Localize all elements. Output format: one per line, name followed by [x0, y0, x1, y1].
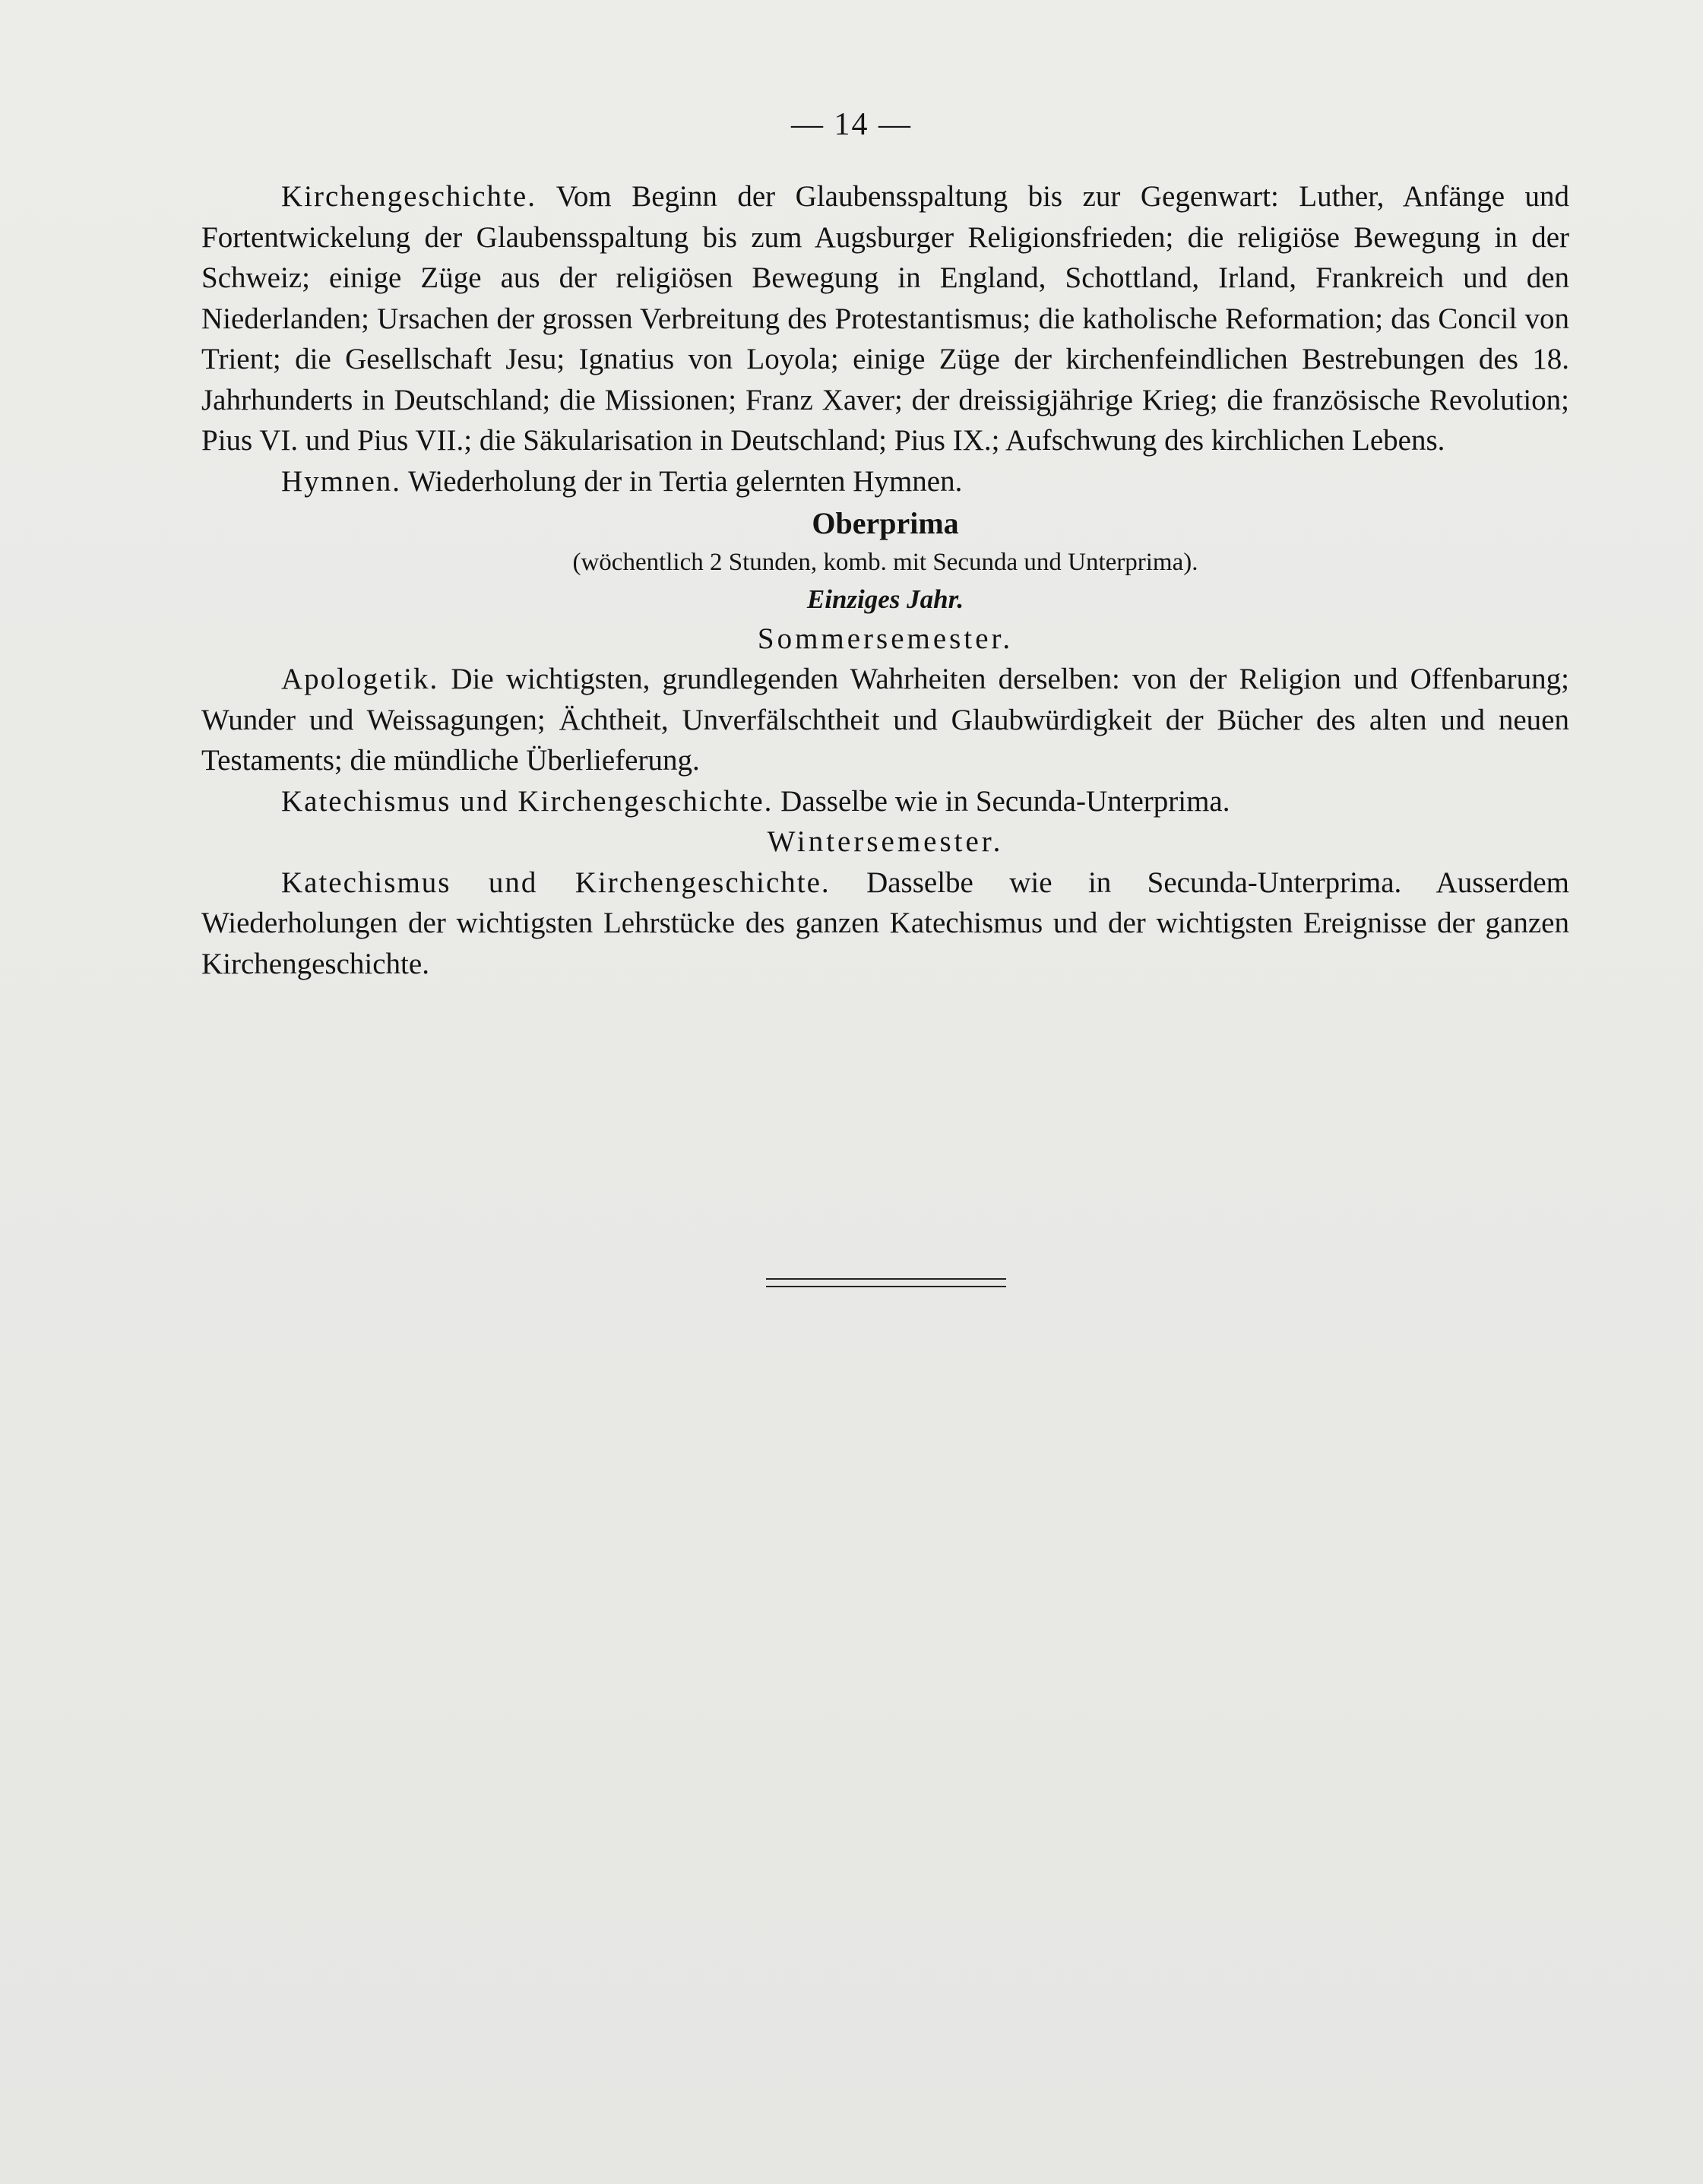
paragraph-katechismus-summer: [201, 781, 1569, 822]
paragraph-text: Dasselbe wie in Secunda-Unterprima. Ausserdem Wiederholungen der wichtigsten Lehrstücke des ganzen Katechismus und der wichtigsten Ereignisse der ganzen Kirchengeschichte.: [201, 866, 1569, 980]
section-end-rule: [766, 1278, 1006, 1287]
paragraph-katechismus-winter: [201, 863, 1569, 985]
section-title: Oberprima: [812, 506, 959, 540]
paragraph-kirchengeschichte: [201, 176, 1569, 461]
paragraph-text: Dasselbe wie in Secunda-Unterprima.: [780, 784, 1230, 818]
year-heading: Einziges Jahr.: [806, 584, 964, 614]
page-number: — 14 —: [791, 107, 912, 142]
paragraph-lead: Hymnen.: [281, 464, 402, 498]
paragraph-text: Wiederholung der in Tertia gelernten Hymnen.: [408, 464, 963, 498]
paragraph-lead: Katechismus und Kirchengeschichte.: [281, 784, 774, 818]
paragraph-lead: Katechismus und Kirchengeschichte.: [281, 866, 831, 899]
paragraph-text: Die wichtigsten, grundlegenden Wahrheiten derselben: von der Religion und Offenbarung; Wunder und Weissagungen; Ächtheit, Unverfälschtheit und Glaubwürdigkeit der Bücher des alten und neuen Testaments; die mündliche Überlieferung.: [201, 663, 1569, 777]
section-subtitle: (wöchentlich 2 Stunden, komb. mit Secunda und Unterprima).: [572, 548, 1198, 576]
paragraph-lead: Kirchengeschichte.: [281, 180, 537, 213]
semester-heading-summer: Sommersemester.: [757, 622, 1014, 655]
paragraph-hymnen: [201, 461, 1569, 502]
paragraph-text: Vom Beginn der Glaubensspaltung bis zur Gegenwart: Luther, Anfänge und Fortentwickelung der Glaubensspaltung bis zum Augsburger Religionsfrieden; die religiöse Bewegung in der Schweiz; einige Züge aus der religiösen Bewegung in England, Schottland, Irland, Frankreich und den Niederlanden; Ursachen der grossen Verbreitung des Protestantismus; die katholische Reformation; das Concil von Trient; die Gesellschaft Jesu; Ignatius von Loyola; einige Züge der kirchenfeindlichen Bestrebungen des 18. Jahrhunderts in Deutschland; die Missionen; Franz Xaver; der dreissigjährige Krieg; die französische Revolution; Pius VI. und Pius VII.; die Säkularisation in Deutschland; Pius IX.; Aufschwung des kirchlichen Lebens.: [201, 180, 1569, 457]
paragraph-apologetik: [201, 659, 1569, 781]
semester-heading-winter: Wintersemester.: [767, 825, 1004, 858]
paragraph-lead: Apologetik.: [281, 663, 439, 695]
page-body: [201, 176, 1569, 984]
